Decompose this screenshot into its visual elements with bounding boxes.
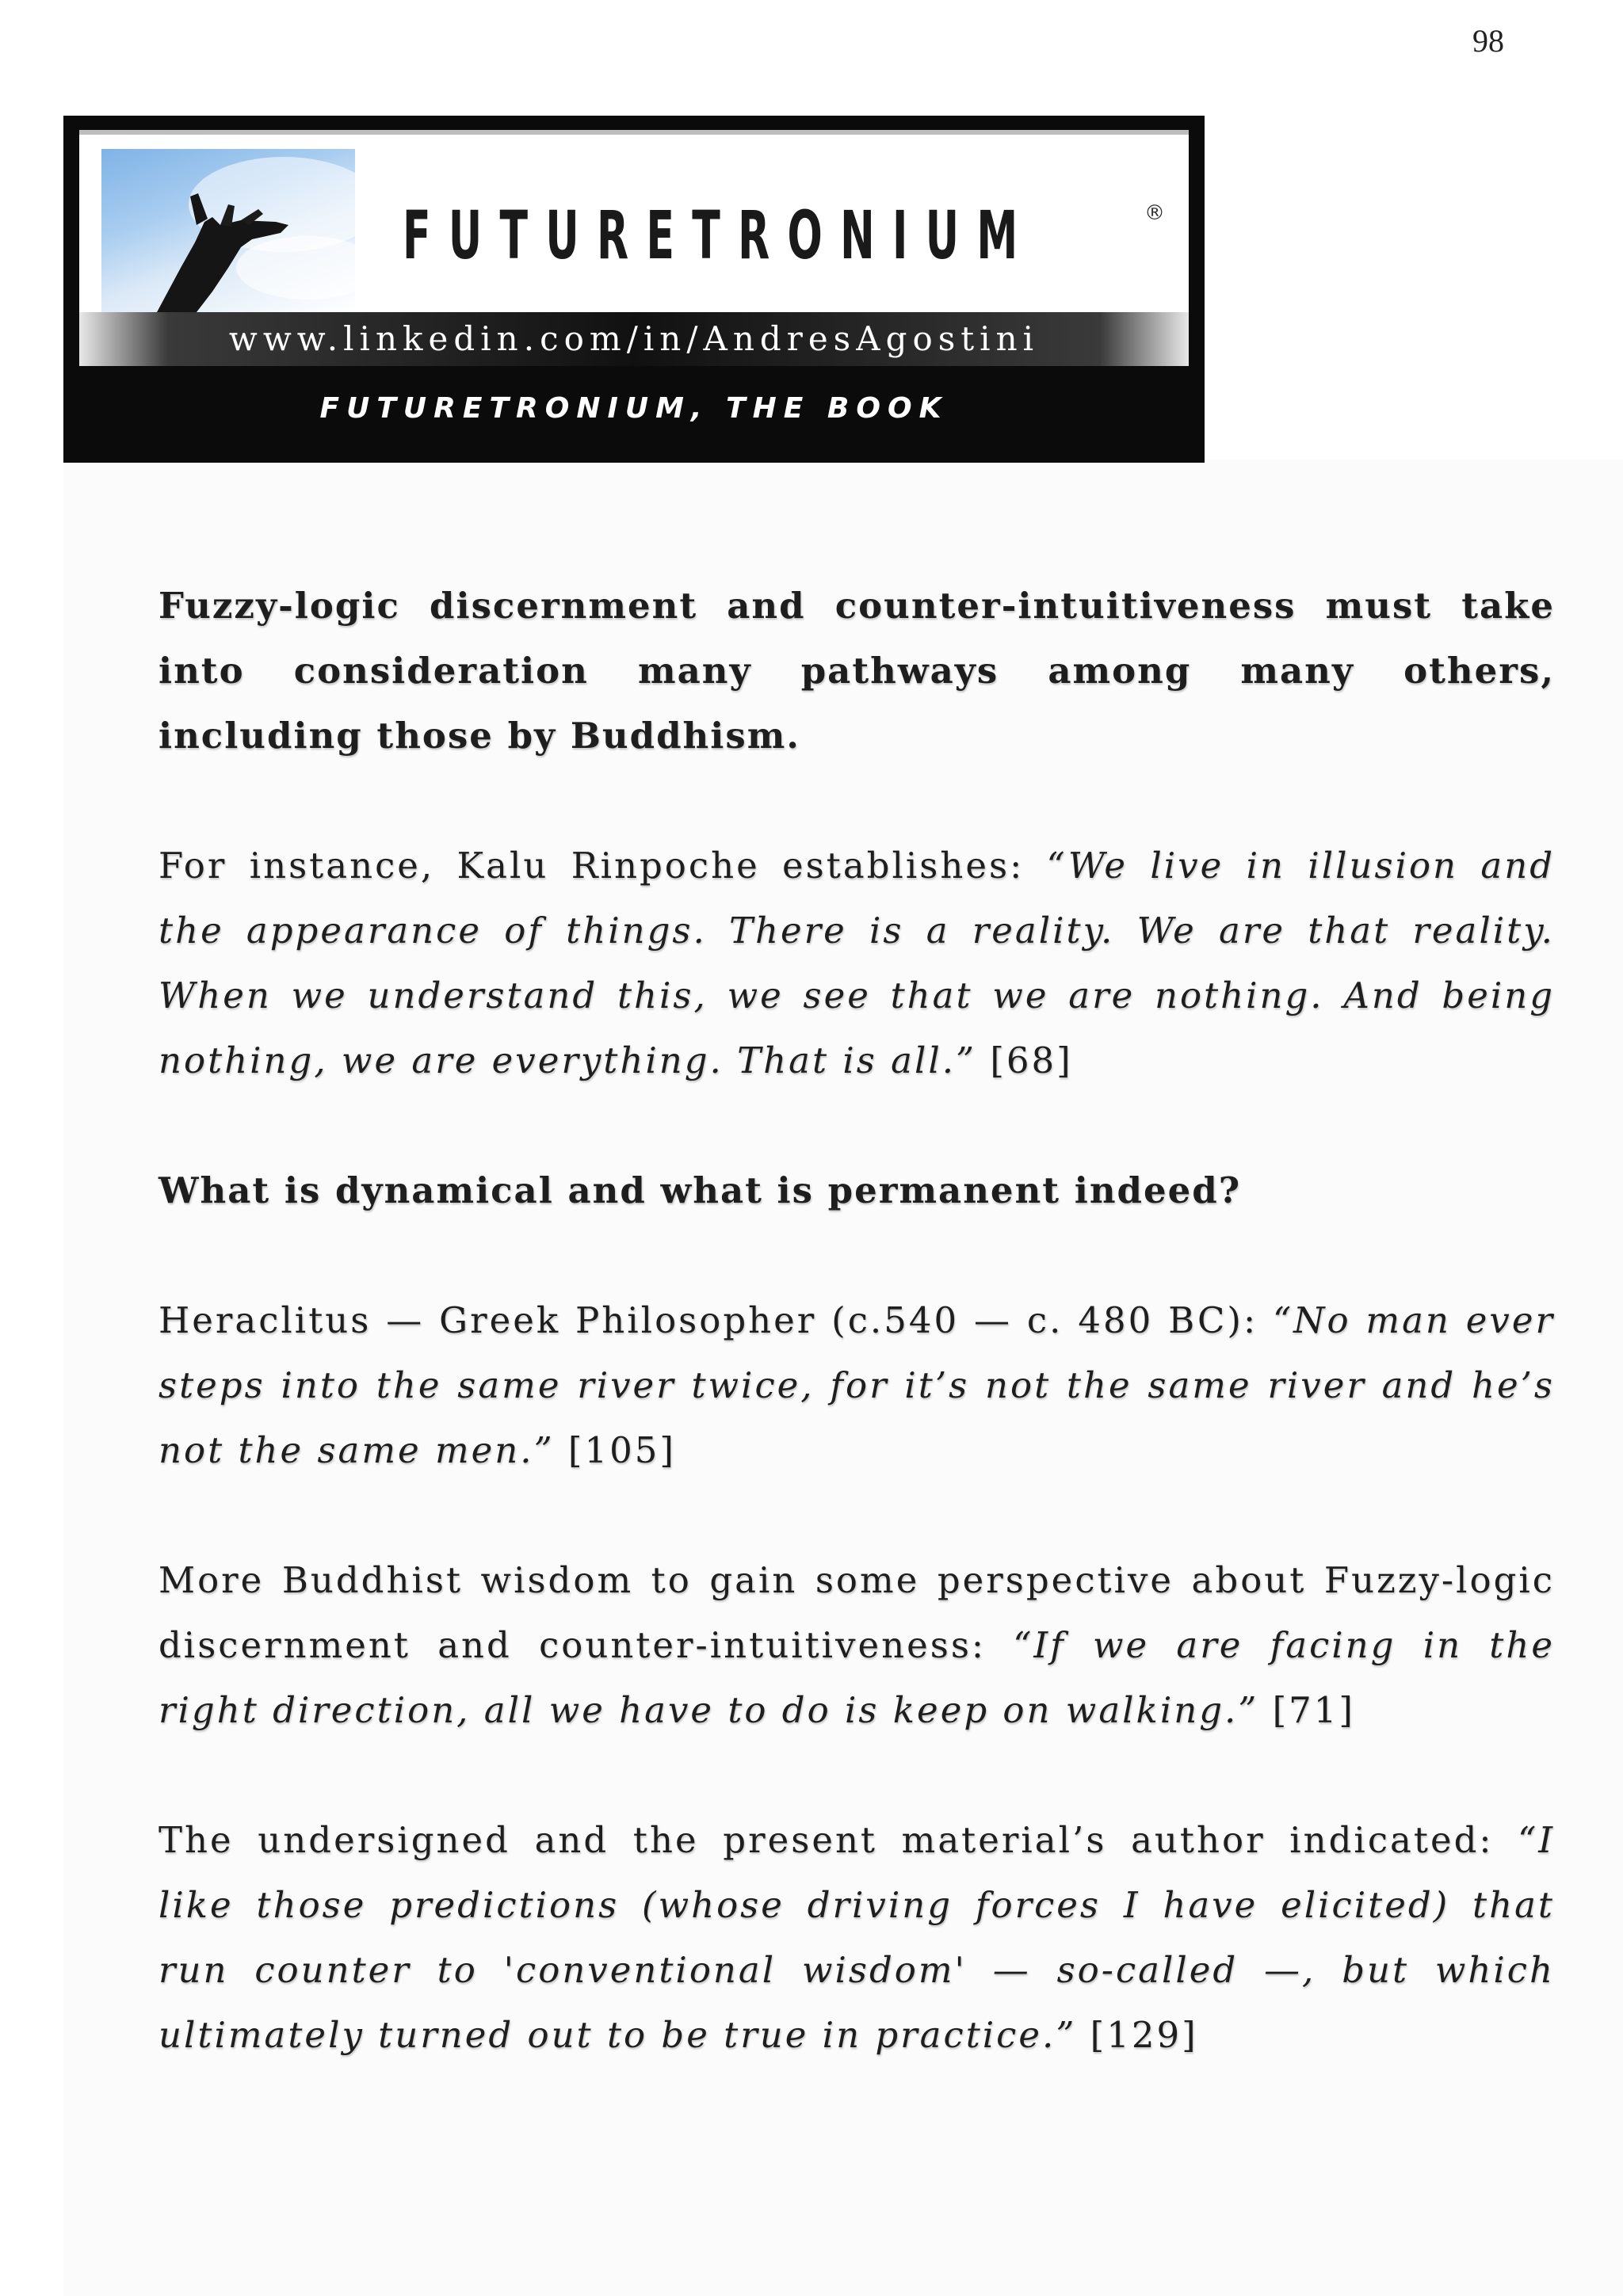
page-number: 98 [1472,23,1504,59]
heading-fuzzy-logic: Fuzzy-logic discernment and counter-intuitiveness must take into consideration many pathways among many others, including those by Buddhism. [158,585,1555,757]
banner-url-bar [79,312,1189,366]
body-text [158,574,1555,2133]
reference-129: [129] [1076,2014,1198,2056]
reaching-hand-icon [101,149,355,312]
paragraph-buddhist-wisdom [158,1548,1555,1743]
registered-mark: ® [1144,201,1165,225]
quote-heraclitus: “No man ever steps into the same river twice, for it’s not the same river and he’s not the same men.” [158,1299,1555,1471]
quote-kalu-rinpoche: “We live in illusion and the appearance of things. There is a reality. We are that reality. When we understand this, we see that we are nothing. And being nothing, we are everything. That is all.” [158,845,1556,1081]
reference-71: [71] [1258,1689,1355,1731]
heading-dynamical-permanent: What is dynamical and what is permanent indeed? [158,1169,1242,1211]
banner-title: FUTURETRONIUM [403,196,1036,274]
reference-68: [68] [976,1039,1073,1081]
paragraph-author-predictions [158,1808,1555,2068]
paragraph-heraclitus [158,1288,1555,1483]
banner-panel [79,130,1189,366]
quote-author-predictions: “I like those predictions (whose driving forces I have elicited) that run counter to 'conventional wisdom' — so-called —, but which ultimately turned out to be true in practice.” [158,1819,1555,2056]
paragraph-intro: The undersigned and the present material’s author indicated: [158,1819,1518,1861]
quote-buddhist-wisdom: “If we are facing in the right direction, all we have to do is keep on walking.” [158,1624,1556,1731]
reaching-hand-image [101,149,355,312]
paragraph-kalu-rinpoche [158,833,1555,1093]
futuretronium-banner [63,116,1205,463]
paragraph-intro: For instance, Kalu Rinpoche establishes: [158,845,1047,887]
linkedin-url: www.linkedin.com/in/AndresAgostini [228,319,1040,358]
paragraph-intro: More Buddhist wisdom to gain some perspective about Fuzzy-logic discernment and counter-intuitiveness: [158,1559,1555,1666]
reference-105: [105] [554,1429,676,1471]
banner-subtitle: FUTURETRONIUM, THE BOOK [319,392,949,425]
paragraph-intro: Heraclitus — Greek Philosopher (c.540 — c. 480 BC): [158,1299,1274,1341]
